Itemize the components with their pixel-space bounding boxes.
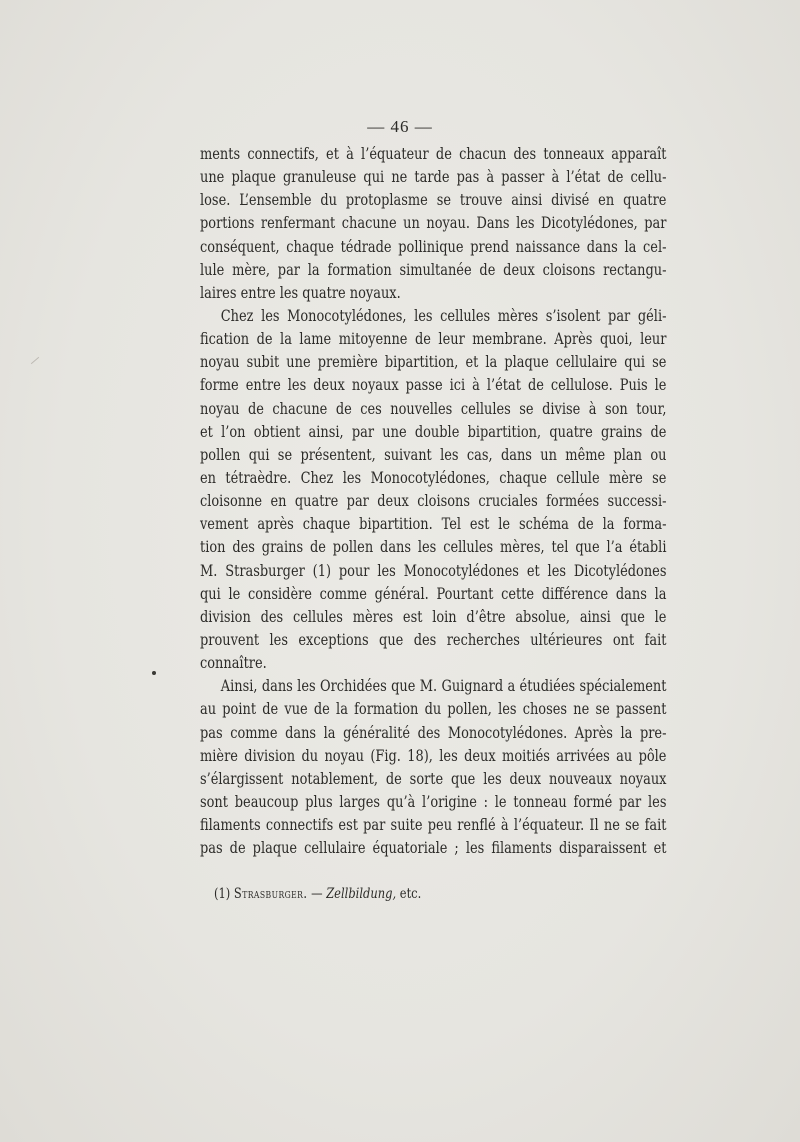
text-line: en tétraèdre. Chez les Monocotylédones, chaque cellule mère se [200,468,667,487]
page-number: — 46 — [367,117,433,136]
text-line: vement après chaque bipartition. Tel est le schéma de la forma- [200,515,667,534]
footnote-etc: etc. [396,886,422,902]
text-line: lule mère, par la formation simultanée de deux cloisons rectangu- [200,260,667,279]
text-line: pas de plaque cellulaire équatoriale ; les filaments disparaissent et [200,839,667,858]
text-line: portions renfermant chacune un noyau. Dans les Dicotylédones, par [200,214,667,233]
text-line: prouvent les exceptions que des recherches ultérieures ont fait [200,630,667,649]
paper-mark [31,357,39,364]
text-line: noyau subit une première bipartition, et la plaque cellulaire qui se [200,353,667,372]
footnote-author: Strasburger. [233,886,308,902]
text-line: conséquent, chaque tédrade pollinique prend naissance dans la cel- [200,237,667,256]
text-line: sont beaucoup plus larges qu’à l’origine : le tonneau formé par les [200,792,667,811]
text-line: ments connectifs, et à l’équateur de chacun des tonneaux apparaît [200,145,667,163]
text-line: et l’on obtient ainsi, par une double bipartition, quatre grains de [200,422,667,441]
ink-speck [152,671,156,675]
text-line: Ainsi, dans les Orchidées que M. Guignard a étudiées spécialement [220,677,667,696]
text-line: une plaque granuleuse qui ne tarde pas à passer à l’état de cellu- [200,168,667,187]
text-line: filaments connectifs est par suite peu renflé à l’équateur. Il ne se fait [200,816,667,835]
footnote [214,886,421,902]
body-text [200,143,667,860]
text-line: pollen qui se présentent, suivant les cas, dans un même plan ou [200,445,667,464]
text-line: mière division du noyau (Fig. 18), les deux moitiés arrivées au pôle [200,746,667,765]
footnote-work: Zellbildung, [326,886,397,902]
text-line: noyau de chacune de ces nouvelles cellules se divise à son tour, [200,399,667,418]
text-line: laires entre les quatre noyaux. [200,283,401,302]
text-line: au point de vue de la formation du pollen, les choses ne se passent [200,700,667,719]
footnote-dash: — [307,886,327,902]
text-line: s’élargissent notablement, de sorte que les deux nouveaux noyaux [200,769,667,788]
text-line: connaître. [200,654,267,673]
text-line: M. Strasburger (1) pour les Monocotylédones et les Dicotylédones [200,561,667,580]
text-line: tion des grains de pollen dans les cellules mères, tel que l’a établi [200,538,667,557]
text-line: qui le considère comme général. Pourtant cette différence dans la [200,584,667,603]
text-line: Chez les Monocotylédones, les cellules mères s’isolent par géli- [220,306,667,325]
text-line: division des cellules mères est loin d’être absolue, ainsi que le [200,607,667,626]
text-line: fication de la lame mitoyenne de leur membrane. Après quoi, leur [200,330,667,349]
text-line: pas comme dans la généralité des Monocotylédones. Après la pre- [200,723,667,742]
text-line: lose. L’ensemble du protoplasme se trouve ainsi divisé en quatre [200,191,667,210]
text-line: forme entre les deux noyaux passe ici à l’état de cellulose. Puis le [200,376,667,395]
text-line: cloisonne en quatre par deux cloisons cruciales formées successi- [200,492,667,511]
footnote-marker: (1) [214,886,231,902]
